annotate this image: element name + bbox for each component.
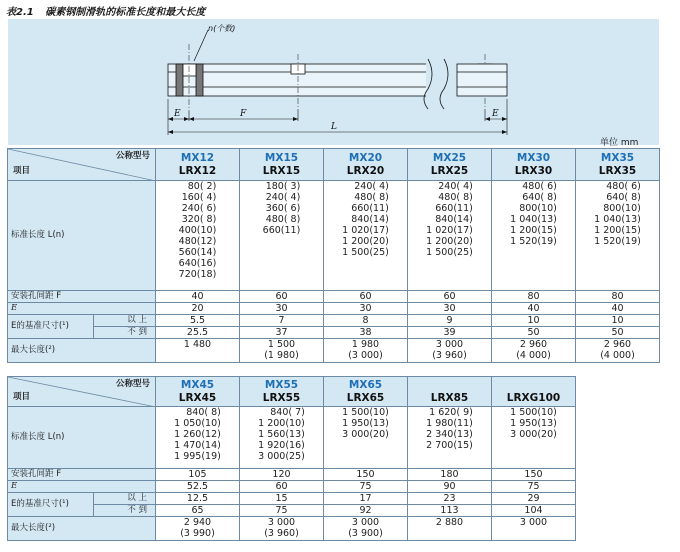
cell-line: 640( 8) — [522, 192, 557, 203]
e-below-cell: 75 — [240, 505, 324, 517]
std-length-cell — [240, 407, 324, 469]
cell-line: 80( 2) — [187, 181, 217, 192]
header-corner — [8, 377, 156, 407]
model-header: MX20 LRX20 — [324, 149, 408, 181]
max-length-cell — [324, 339, 408, 363]
cell-line: 240( 4) — [265, 192, 301, 203]
std-length-cell — [408, 407, 492, 469]
e-label: E — [8, 303, 156, 315]
e-below-cell: 38 — [324, 327, 408, 339]
cell-line: 1 020(17) — [342, 225, 389, 236]
rail-drawing — [8, 19, 659, 145]
model-header: MX55 LRX55 — [240, 377, 324, 407]
std-length-cell — [156, 407, 240, 469]
cell-line: 720(18) — [178, 269, 217, 280]
model-header: LRXG100 — [492, 377, 576, 407]
std-length-cell — [576, 181, 660, 291]
std-length-cell — [324, 181, 408, 291]
nominal-model-label: 公称型号 — [115, 151, 150, 161]
cell-line: (4 000) — [516, 350, 551, 361]
max-length-cell — [156, 517, 240, 541]
cell-line: 240( 4) — [438, 181, 473, 192]
hole-pitch-cell: 60 — [240, 291, 324, 303]
model-header: LRX85 — [408, 377, 492, 407]
cell-line: 3 000(20) — [510, 429, 557, 440]
e-cell: 40 — [492, 303, 576, 315]
e-above-cell: 10 — [492, 315, 576, 327]
e-below-cell: 113 — [408, 505, 492, 517]
cell-line: 3 000(20) — [342, 429, 389, 440]
standard-length-label: 标准长度 L(n) — [8, 407, 156, 469]
e-cell: 75 — [324, 481, 408, 493]
model-header: MX65 LRX65 — [324, 377, 408, 407]
e-above-cell: 9 — [408, 315, 492, 327]
nominal-model-label: 公称型号 — [115, 379, 150, 389]
e-ref-label: E的基准尺寸(¹) — [8, 315, 94, 339]
cell-line: 480( 8) — [265, 214, 301, 225]
cell-line: 1 980 — [351, 339, 380, 350]
e-above-cell: 7 — [240, 315, 324, 327]
e-below-cell: 39 — [408, 327, 492, 339]
cell-line: 1 500(25) — [342, 247, 389, 258]
unit-label: 单位 mm — [600, 138, 639, 148]
e-cell: 30 — [324, 303, 408, 315]
cell-line: 1 520(19) — [594, 236, 641, 247]
max-length-label: 最大长度(²) — [8, 517, 156, 541]
cell-line: 3 000(25) — [258, 451, 305, 462]
e-above-cell: 5.5 — [156, 315, 240, 327]
rail-diagram — [8, 19, 659, 145]
model-header: MX12 LRX12 — [156, 149, 240, 181]
cell-line: 240( 4) — [354, 181, 389, 192]
cell-line: (3 000) — [348, 350, 383, 361]
max-length-cell — [240, 339, 324, 363]
cell-line: 2 700(15) — [426, 440, 473, 451]
cell-line: 1 500 — [267, 339, 296, 350]
item-label: 项目 — [13, 392, 31, 402]
std-length-cell — [408, 181, 492, 291]
item-label: 项目 — [13, 166, 31, 176]
e-above-cell: 8 — [324, 315, 408, 327]
hole-pitch-cell: 80 — [492, 291, 576, 303]
e-below-cell: 92 — [324, 505, 408, 517]
cell-line: 3 000 — [519, 517, 548, 528]
e-cell: 52.5 — [156, 481, 240, 493]
cell-line: 640( 8) — [606, 192, 641, 203]
e-above-cell: 15 — [240, 493, 324, 505]
e-below-cell: 37 — [240, 327, 324, 339]
hole-pitch-cell: 180 — [408, 469, 492, 481]
e-ref-label: E的基准尺寸(¹) — [8, 493, 94, 517]
cell-line: 1 995(19) — [174, 451, 221, 462]
hole-pitch-cell: 120 — [240, 469, 324, 481]
below-label: 不 到 — [94, 327, 156, 339]
above-label: 以 上 — [94, 315, 156, 327]
cell-line: 660(11) — [351, 203, 389, 214]
cell-line: 840( 7) — [270, 407, 305, 418]
cell-line: 660(11) — [262, 225, 301, 236]
hole-pitch-cell: 105 — [156, 469, 240, 481]
cell-line: 3 000 — [435, 339, 464, 350]
cell-line: 1 050(10) — [174, 418, 221, 429]
cell-line: 240( 6) — [181, 203, 217, 214]
model-header: MX45 LRX45 — [156, 377, 240, 407]
e-above-cell: 29 — [492, 493, 576, 505]
cell-line: 1 200(20) — [342, 236, 389, 247]
table-caption: 碳素钢制滑轨的标准长度和最大长度 — [45, 7, 206, 18]
cell-line: 840( 8) — [186, 407, 221, 418]
cell-line: 480(12) — [178, 236, 217, 247]
max-length-label: 最大长度(²) — [8, 339, 156, 363]
spec-table-1 — [7, 148, 660, 363]
cell-line: 480( 6) — [606, 181, 641, 192]
std-length-cell — [492, 181, 576, 291]
cell-line: 160( 4) — [181, 192, 217, 203]
cell-line: 480( 8) — [438, 192, 473, 203]
cell-line: 1 560(13) — [258, 429, 305, 440]
e-cell: 90 — [408, 481, 492, 493]
max-length-cell — [576, 339, 660, 363]
cell-line: 1 200(15) — [510, 225, 557, 236]
table-number: 表2.1 — [6, 7, 34, 18]
cell-line: 1 470(14) — [174, 440, 221, 451]
cell-line: 2 940 — [183, 517, 212, 528]
e-below-cell: 25.5 — [156, 327, 240, 339]
cell-line: 1 500(10) — [510, 407, 557, 418]
cell-line: 1 500(10) — [342, 407, 389, 418]
above-label: 以 上 — [94, 493, 156, 505]
cell-line: 2 880 — [435, 517, 464, 528]
cell-line: 1 200(10) — [258, 418, 305, 429]
model-header: MX30 LRX30 — [492, 149, 576, 181]
e-above-cell: 12.5 — [156, 493, 240, 505]
cell-line: 480( 6) — [522, 181, 557, 192]
cell-line: 1 200(15) — [594, 225, 641, 236]
cell-line: 1 520(19) — [510, 236, 557, 247]
max-length-cell — [156, 339, 240, 363]
cell-line: 800(10) — [603, 203, 641, 214]
cell-line: (4 000) — [600, 350, 635, 361]
cell-line: 560(14) — [178, 247, 217, 258]
cell-line: (1 980) — [264, 350, 299, 361]
std-length-cell — [324, 407, 408, 469]
std-length-cell — [156, 181, 240, 291]
std-length-cell — [240, 181, 324, 291]
cell-line: 1 040(13) — [510, 214, 557, 225]
cell-line: 2 960 — [519, 339, 548, 350]
std-length-cell — [492, 407, 576, 469]
e-above-cell: 10 — [576, 315, 660, 327]
cell-line: 3 000 — [267, 517, 296, 528]
e-above-cell: 23 — [408, 493, 492, 505]
below-label: 不 到 — [94, 505, 156, 517]
cell-line: 1 620( 9) — [429, 407, 473, 418]
cell-line: 660(11) — [435, 203, 473, 214]
dim-l: L — [331, 122, 337, 132]
e-above-cell: 17 — [324, 493, 408, 505]
e-cell: 40 — [576, 303, 660, 315]
spec-table-2 — [7, 376, 576, 541]
cell-line: 3 000 — [351, 517, 380, 528]
cell-line: (3 960) — [432, 350, 467, 361]
e-below-cell: 50 — [576, 327, 660, 339]
cell-line: 1 200(20) — [426, 236, 473, 247]
cell-line: 2 340(13) — [426, 429, 473, 440]
e-cell: 60 — [240, 481, 324, 493]
cell-line: 1 020(17) — [426, 225, 473, 236]
cell-line: 360( 6) — [265, 203, 301, 214]
cell-line: 840(14) — [435, 214, 473, 225]
table-title — [6, 3, 205, 18]
e-below-cell: 65 — [156, 505, 240, 517]
hole-pitch-cell: 40 — [156, 291, 240, 303]
cell-line: 400(10) — [178, 225, 217, 236]
model-header: MX25 LRX25 — [408, 149, 492, 181]
model-header: MX35 LRX35 — [576, 149, 660, 181]
hole-pitch-cell: 150 — [324, 469, 408, 481]
cell-line: 320( 8) — [181, 214, 217, 225]
header-corner — [8, 149, 156, 181]
dim-e-right: E — [492, 109, 499, 119]
hole-pitch-label: 安装孔间距 F — [8, 291, 156, 303]
e-cell: 30 — [408, 303, 492, 315]
hole-pitch-cell: 60 — [408, 291, 492, 303]
cell-line: 1 500(25) — [426, 247, 473, 258]
max-length-cell — [408, 517, 492, 541]
e-below-cell: 104 — [492, 505, 576, 517]
cell-line: 1 950(13) — [342, 418, 389, 429]
cell-line: 180( 3) — [265, 181, 301, 192]
max-length-cell — [408, 339, 492, 363]
hole-pitch-cell: 150 — [492, 469, 576, 481]
cell-line: (3 990) — [180, 528, 215, 539]
model-header: MX15 LRX15 — [240, 149, 324, 181]
dim-e-left: E — [174, 109, 181, 119]
e-cell: 20 — [156, 303, 240, 315]
e-cell: 75 — [492, 481, 576, 493]
max-length-cell — [492, 339, 576, 363]
cell-line: 840(14) — [351, 214, 389, 225]
cell-line: 480( 8) — [354, 192, 389, 203]
cell-line: (3 900) — [348, 528, 383, 539]
max-length-cell — [240, 517, 324, 541]
max-length-cell — [492, 517, 576, 541]
hole-pitch-cell: 80 — [576, 291, 660, 303]
cell-line: 800(10) — [519, 203, 557, 214]
dim-f: F — [240, 109, 247, 119]
max-length-cell — [324, 517, 408, 541]
standard-length-label: 标准长度 L(n) — [8, 181, 156, 291]
cell-line: 1 260(12) — [174, 429, 221, 440]
cell-line: 1 480 — [183, 339, 212, 350]
hole-pitch-label: 安装孔间距 F — [8, 469, 156, 481]
hole-pitch-cell: 60 — [324, 291, 408, 303]
e-label: E — [8, 481, 156, 493]
cell-line: 1 980(11) — [426, 418, 473, 429]
cell-line: 1 950(13) — [510, 418, 557, 429]
cell-line: (3 960) — [264, 528, 299, 539]
cell-line: 640(16) — [178, 258, 217, 269]
e-cell: 30 — [240, 303, 324, 315]
cell-line: 1 920(16) — [258, 440, 305, 451]
cell-line: 1 040(13) — [594, 214, 641, 225]
cell-line: 2 960 — [603, 339, 632, 350]
e-below-cell: 50 — [492, 327, 576, 339]
n-count-label: n(个数) — [208, 24, 236, 33]
